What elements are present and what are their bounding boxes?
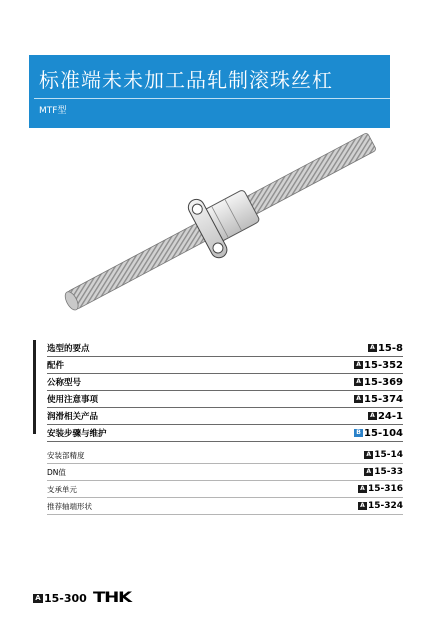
book-a-icon: A <box>368 412 377 420</box>
subtoc-page: 15-324 <box>367 501 403 511</box>
book-a-icon: A <box>33 594 43 603</box>
toc-label: 使用注意事项 <box>47 395 99 405</box>
book-a-icon: A <box>364 468 373 476</box>
subtoc-label: 推荐轴端形状 <box>47 501 92 511</box>
header-band <box>29 55 390 128</box>
subtoc-page: 15-14 <box>374 450 403 460</box>
subtoc-label: 安装部精度 <box>47 450 85 460</box>
subtoc-list <box>47 447 403 515</box>
book-a-icon: A <box>364 451 373 459</box>
toc-page-ref <box>354 428 403 439</box>
book-a-icon: A <box>358 502 367 510</box>
book-a-icon: A <box>358 485 367 493</box>
toc-page: 15-104 <box>364 427 403 439</box>
book-a-icon: A <box>354 395 363 403</box>
book-a-icon: A <box>354 378 363 386</box>
brand-logo: THK <box>92 590 131 606</box>
subtoc-label: 支承单元 <box>47 484 77 494</box>
footer <box>33 590 131 606</box>
toc-row[interactable] <box>47 408 403 425</box>
toc-page: 15-8 <box>377 342 403 354</box>
toc-row[interactable] <box>47 425 403 442</box>
toc-label: 润滑相关产品 <box>47 412 99 422</box>
subtoc-page: 15-33 <box>374 467 403 477</box>
book-a-icon: A <box>354 361 363 369</box>
toc-label: 选型的要点 <box>47 344 90 354</box>
subtoc-row[interactable] <box>47 481 403 498</box>
toc-page-ref <box>368 411 403 422</box>
subtoc-page-ref <box>364 450 403 460</box>
toc-accent-bar <box>33 340 36 434</box>
page-subtitle: MTF型 <box>39 106 67 116</box>
toc-label: 配件 <box>47 361 65 371</box>
subtoc-page-ref <box>358 501 403 511</box>
page-number: 15-300 <box>44 591 87 605</box>
toc-page: 15-352 <box>364 359 403 371</box>
toc-page-ref <box>368 343 403 354</box>
book-a-icon: A <box>368 344 377 352</box>
footer-page-number <box>33 592 87 605</box>
toc-row[interactable] <box>47 357 403 374</box>
toc-page-ref <box>354 360 403 371</box>
toc-row[interactable] <box>47 391 403 408</box>
subtoc-row[interactable] <box>47 464 403 481</box>
toc-label: 安装步骤与维护 <box>47 429 107 439</box>
subtoc-page-ref <box>358 484 403 494</box>
subtoc-row[interactable] <box>47 447 403 464</box>
subtoc-page-ref <box>364 467 403 477</box>
book-b-icon: B <box>354 429 363 437</box>
toc-page: 15-369 <box>364 376 403 388</box>
toc-page-ref <box>354 394 403 405</box>
toc-page: 15-374 <box>364 393 403 405</box>
page-title: 标准端未未加工品轧制滚珠丝杠 <box>39 68 333 92</box>
toc-page: 24-1 <box>377 410 403 422</box>
subtoc-row[interactable] <box>47 498 403 515</box>
ball-screw-image <box>60 132 380 312</box>
subtoc-page: 15-316 <box>367 484 403 494</box>
toc-row[interactable] <box>47 374 403 391</box>
title-divider <box>34 98 390 99</box>
toc-list <box>47 340 403 442</box>
toc-label: 公称型号 <box>47 378 82 388</box>
toc-row[interactable] <box>47 340 403 357</box>
subtoc-label: DN值 <box>47 467 66 477</box>
toc-page-ref <box>354 377 403 388</box>
